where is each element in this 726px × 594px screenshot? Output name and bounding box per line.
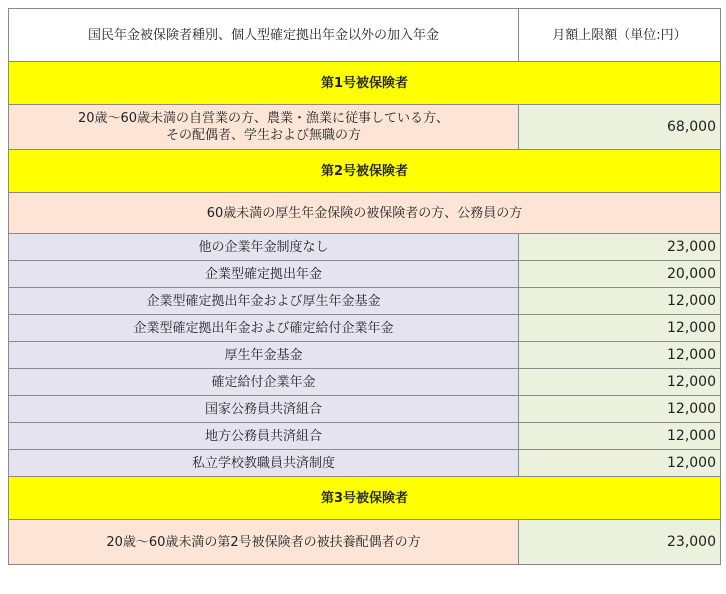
plan-amount: 12,000 [519,342,721,369]
section-2-desc-row [9,193,721,234]
table-row [9,369,721,396]
plan-amount: 23,000 [519,234,721,261]
plan-amount: 12,000 [519,450,721,477]
section-1-desc-row [9,105,721,150]
plan-label: 私立学校教職員共済制度 [9,450,519,477]
plan-amount: 12,000 [519,396,721,423]
table-row [9,342,721,369]
table-row [9,261,721,288]
section-3-desc-row [9,520,721,565]
plan-amount: 20,000 [519,261,721,288]
header-monthly-limit: 月額上限額（単位:円） [519,9,721,62]
section-2-desc: 60歳未満の厚生年金保険の被保険者の方、公務員の方 [9,193,721,234]
section-1-desc-line1: 20歳～60歳未満の自営業の方、農業・漁業に従事している方、 [77,111,450,126]
table-row [9,396,721,423]
plan-label: 他の企業年金制度なし [9,234,519,261]
table-row [9,288,721,315]
section-2-rows [9,234,721,477]
contribution-limit-table [8,8,721,565]
plan-label: 企業型確定拠出年金および確定給付企業年金 [9,315,519,342]
section-3-row [9,477,721,520]
section-1-amount: 68,000 [519,105,721,150]
table-row [9,234,721,261]
plan-label: 企業型確定拠出年金および厚生年金基金 [9,288,519,315]
table-row [9,450,721,477]
plan-label: 企業型確定拠出年金 [9,261,519,288]
section-1-desc [9,105,519,150]
plan-label: 国家公務員共済組合 [9,396,519,423]
section-2-title: 第2号被保険者 [9,150,721,193]
header-row [9,9,721,62]
plan-label: 確定給付企業年金 [9,369,519,396]
section-1-title: 第1号被保険者 [9,62,721,105]
section-3-desc: 20歳～60歳未満の第2号被保険者の被扶養配偶者の方 [9,520,519,565]
plan-amount: 12,000 [519,315,721,342]
plan-amount: 12,000 [519,369,721,396]
table-row [9,423,721,450]
section-1-desc-line2: その配偶者、学生および無職の方 [165,128,361,143]
plan-label: 厚生年金基金 [9,342,519,369]
header-category: 国民年金被保険者種別、個人型確定拠出年金以外の加入年金 [9,9,519,62]
plan-label: 地方公務員共済組合 [9,423,519,450]
section-3-title: 第3号被保険者 [9,477,721,520]
plan-amount: 12,000 [519,423,721,450]
plan-amount: 12,000 [519,288,721,315]
section-2-row [9,150,721,193]
section-1-row [9,62,721,105]
table-row [9,315,721,342]
section-3-amount: 23,000 [519,520,721,565]
